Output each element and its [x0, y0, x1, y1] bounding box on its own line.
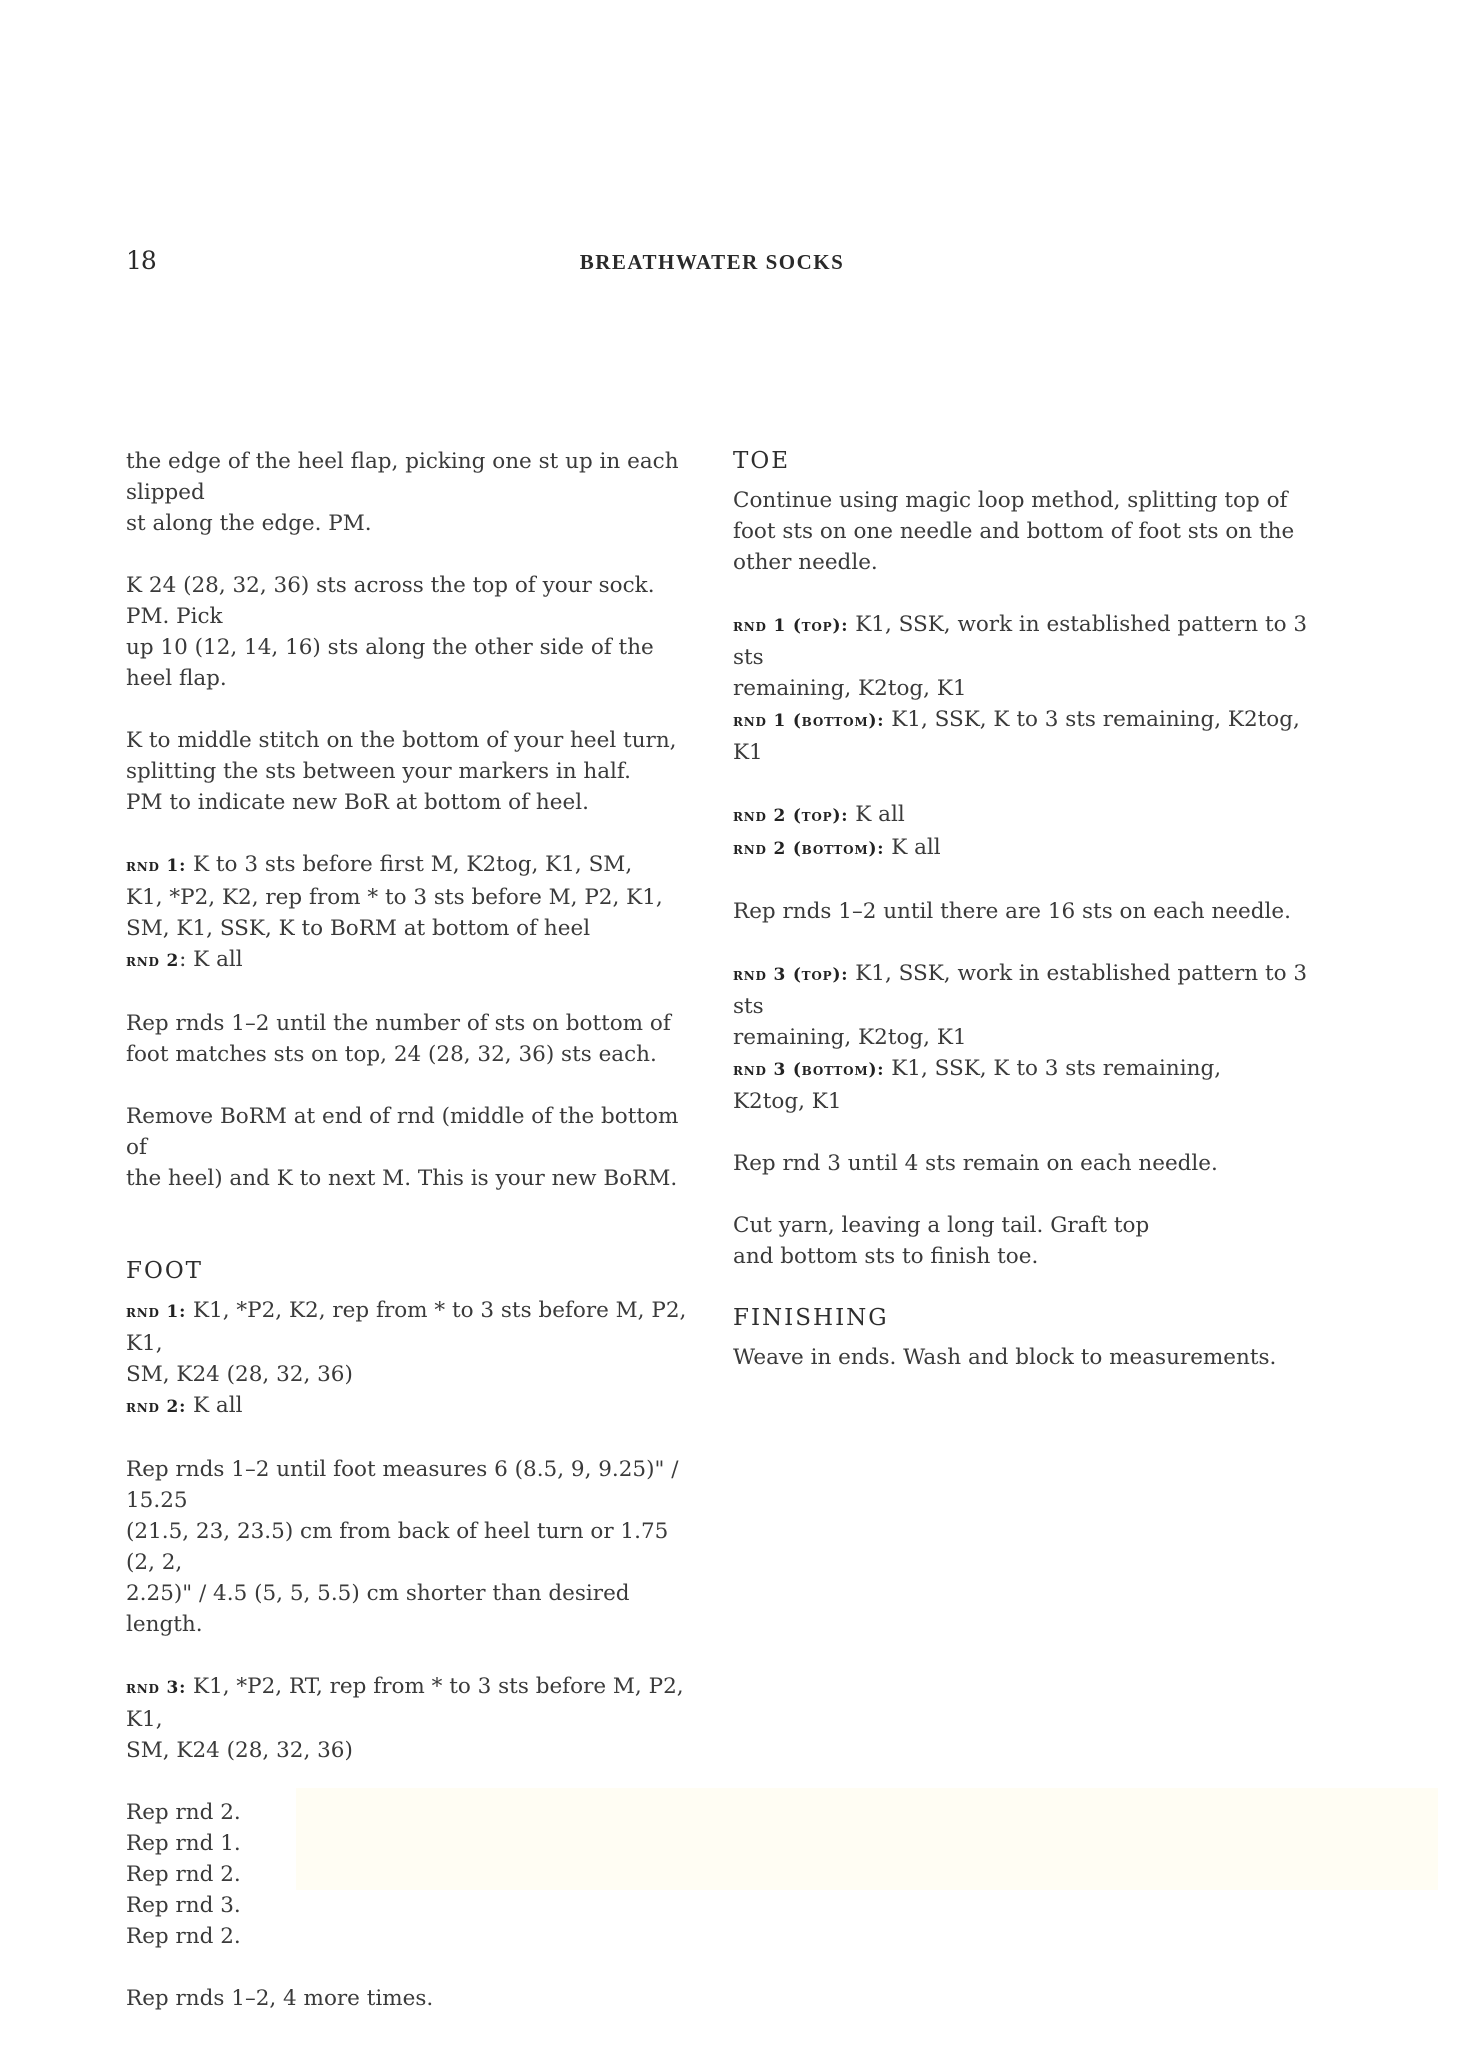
round-label: rnd 1 (bottom): [733, 711, 885, 731]
round-instruction [733, 609, 1333, 704]
paragraph: K to middle stitch on the bottom of your heel turn, splitting the sts between your markers in half. PM to indicate new BoR at bottom of heel. [126, 728, 677, 815]
round-text: K1, *P2, RT, rep from * to 3 sts before M, P2, K1, SM, K24 (28, 32, 36) [126, 1674, 684, 1763]
footer-band [296, 1788, 1438, 1890]
round-text: K all [186, 1393, 243, 1418]
paragraph: Rep rnd 2. Rep rnd 1. Rep rnd 2. Rep rnd 3. Rep rnd 2. [126, 1800, 241, 1949]
section-heading-foot: FOOT [126, 1258, 204, 1284]
round-label: rnd 1: [126, 856, 187, 876]
round-instruction [126, 1390, 696, 1423]
paragraph: the edge of the heel flap, picking one st up in each slipped st along the edge. PM. [126, 449, 679, 536]
round-text: K to 3 sts before first M, K2tog, K1, SM, K1, *P2, K2, rep from * to 3 sts before M, P2, K1, SM, K1, SSK, K to BoRM at bottom of heel [126, 852, 663, 941]
section-heading-finishing: FINISHING [733, 1305, 889, 1331]
page-title: BREATHWATER SOCKS [579, 250, 845, 274]
round-instruction [126, 944, 696, 977]
paragraph: Weave in ends. Wash and block to measurements. [733, 1345, 1277, 1370]
right-column [733, 446, 1333, 1404]
round-text: K1, SSK, work in established pattern to 3 sts remaining, K2tog, K1 [733, 961, 1308, 1050]
round-text: K1, *P2, K2, rep from * to 3 sts before M, P2, K1, SM, K24 (28, 32, 36) [126, 1298, 687, 1387]
paragraph: Rep rnds 1–2 until there are 16 sts on each needle. [733, 899, 1291, 924]
paragraph: K 24 (28, 32, 36) sts across the top of your sock. PM. Pick up 10 (12, 14, 16) sts along the other side of the heel flap. [126, 573, 655, 691]
paragraph: Rep rnds 1–2, 4 more times. [126, 1986, 434, 2011]
paragraph: Continue using magic loop method, splitting top of foot sts on one needle and bottom of foot sts on the other needle. [733, 488, 1295, 575]
round-instruction [733, 704, 1333, 768]
round-text: K1, SSK, K to 3 sts remaining, K2tog, K1 [733, 1056, 1222, 1114]
round-text: : K all [179, 947, 243, 972]
paragraph: Rep rnds 1–2 until foot measures 6 (8.5, 9, 9.25)" / 15.25 (21.5, 23, 23.5) cm from back of heel turn or 1.75 (2, 2, 2.25)" / 4.5 (5, 5, 5.5) cm shorter than desired length. [126, 1457, 679, 1637]
round-label: rnd 2: [126, 1397, 187, 1417]
paragraph: Cut yarn, leaving a long tail. Graft top and bottom sts to finish toe. [733, 1213, 1150, 1269]
round-label: rnd 3: [126, 1678, 187, 1698]
round-text: K all [884, 835, 941, 860]
round-instruction [733, 832, 1333, 865]
round-label: rnd 2 (bottom): [733, 839, 885, 859]
round-label: rnd 3 (bottom): [733, 1060, 885, 1080]
section-heading-toe: TOE [733, 448, 790, 474]
round-label: rnd 2 [126, 951, 180, 971]
round-text: K1, SSK, work in established pattern to 3 sts remaining, K2tog, K1 [733, 612, 1308, 701]
paragraph: Rep rnd 3 until 4 sts remain on each needle. [733, 1151, 1218, 1176]
paragraph: Rep rnds 1–2 until the number of sts on bottom of foot matches sts on top, 24 (28, 32, 36) sts each. [126, 1011, 671, 1067]
round-instruction [126, 1671, 696, 1766]
round-text: K1, SSK, K to 3 sts remaining, K2tog, K1 [733, 707, 1300, 765]
round-instruction [126, 1295, 696, 1390]
round-instruction [733, 958, 1333, 1053]
round-instruction [733, 1053, 1333, 1117]
round-label: rnd 2 (top): [733, 806, 849, 826]
round-instruction [126, 849, 696, 944]
page-number: 18 [126, 246, 156, 275]
round-label: rnd 1 (top): [733, 616, 849, 636]
paragraph: Remove BoRM at end of rnd (middle of the bottom of the heel) and K to next M. This is your new BoRM. [126, 1104, 679, 1191]
round-label: rnd 3 (top): [733, 965, 849, 985]
round-label: rnd 1: [126, 1302, 187, 1322]
round-text: K all [848, 802, 905, 827]
round-instruction [733, 799, 1333, 832]
